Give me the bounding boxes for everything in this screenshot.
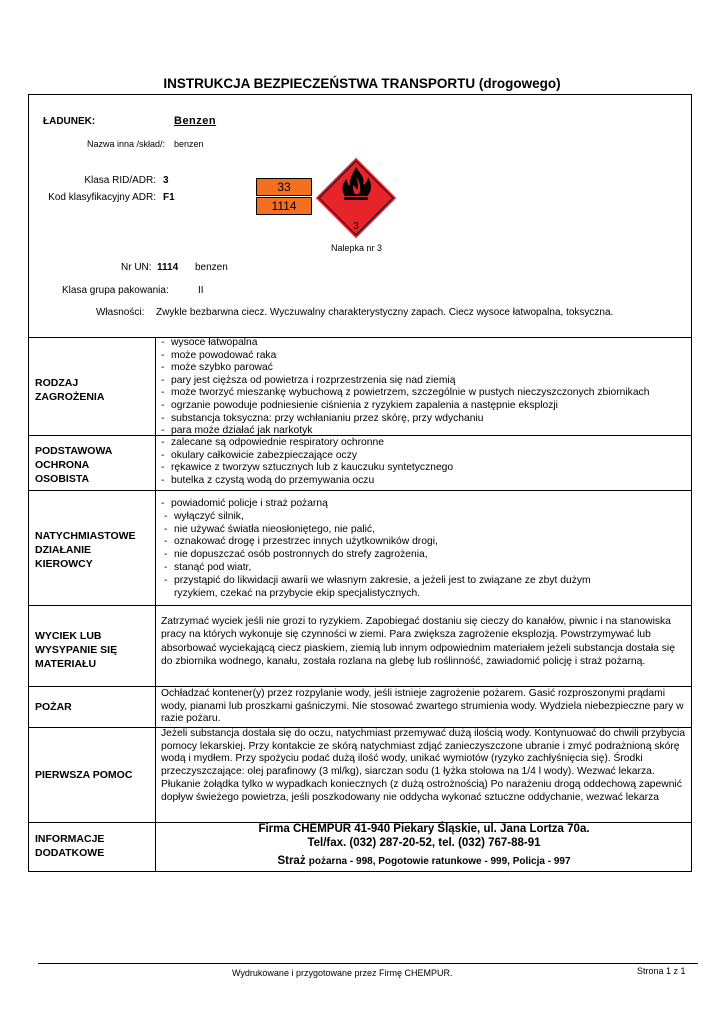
emergency-fire-word: Straż (277, 855, 306, 867)
firstaid-text: Jeżeli substancja dostała się do oczu, natychmiast przemywać dużą ilością wody. Kontynuować do chwili przybycia pomocy lekarskiej. Przy kontakcie ze skórą natychmiast zdjąć zanieczyszczone ubranie i zmyć podrażnioną skórę wodą i mydłem. Przy spożyciu podać dużą ilość wody, unikać wymiotów (ryzyko zachłyśnięcia się). Środki przeczyszczające: olej parafinowy (3 ml/kg), siarczan sodu (1 łyżka stołowa na 1/4 l wody). Wezwać lekarza. Płukanie żołądka tylko w wypadkach koniecznych (z dużą ostrożnością) Po narażeniu drogą oddechową zapewnić dopływ świeżego powietrza, jeśli poszkodowany nie oddycha wykonać sztuczne oddychanie, wezwać lekarza (161, 728, 686, 803)
list-item: - może szybko parować (161, 362, 686, 375)
list-item: - powiadomić policje i straż pożarną (161, 498, 686, 511)
list-item: - para może działać jak narkotyk (161, 425, 686, 438)
list-item: - wysoce łatwopalna (161, 337, 686, 350)
firstaid-label: PIERWSZA POMOC (35, 769, 133, 781)
packing-label: Klasa grupa pakowania: (62, 285, 169, 296)
hazards-list (161, 337, 686, 438)
footer-divider (38, 963, 698, 964)
orange-plate-top: 33 (256, 178, 312, 196)
company-address: Firma CHEMPUR 41-940 Piekary Śląskie, ul. Jana Lortza 70a. (258, 823, 590, 835)
rid-adr-value: 3 (163, 175, 169, 186)
list-item: - nie używać światła nieosłoniętego, nie palić, (164, 524, 686, 537)
other-name-value: benzen (174, 139, 204, 149)
label-caption: Nalepka nr 3 (331, 243, 383, 253)
driver-list (161, 498, 686, 600)
list-item: - może tworzyć mieszankę wybuchową z powietrzem, szczególnie w pustych nieczyszczonych zbiornikach (161, 387, 686, 400)
company-phone: Tel/fax. (032) 287-20-52, tel. (032) 767-88-91 (307, 837, 541, 849)
company-info (156, 822, 692, 869)
properties-label: Własności: (96, 307, 145, 318)
packing-value: II (198, 285, 204, 296)
emergency-numbers: pożarna - 998, Pogotowie ratunkowe - 999, Policja - 997 (308, 856, 571, 867)
cargo-label: ŁADUNEK: (43, 116, 96, 127)
fire-text: Ochładzać kontener(y) przez rozpylanie wody, jeśli istnieje zagrożenie pożarem. Gasić rozproszonymi prądami wody, pianami lub proszkami gaśniczymi. Nie stosować zwartego strumienia wody. Wydziela niebezpieczne pary w razie pożaru. (161, 688, 684, 725)
rid-adr-label: Klasa RID/ADR: (84, 175, 156, 186)
list-item: - zalecane są odpowiednie respiratory ochronne (161, 437, 686, 450)
list-item: - pary jest cięższa od powietrza i rozprzestrzenia się nad ziemią (161, 375, 686, 388)
list-item: ryzykiem, czekać na przybycie ekip specjalistycznych. (174, 587, 421, 599)
list-item: - przystąpić do likwidacji awarii we własnym zakresie, a jeżeli jest to związane ze zbyt dużym (164, 575, 686, 588)
cargo-value: Benzen (174, 115, 217, 127)
un-value: 1114 (157, 262, 179, 273)
footer-printed: Wydrukowane i przygotowane przez Firmę CHEMPUR. (232, 968, 453, 978)
classcode-label: Kod klasyfikacyjny ADR: (48, 192, 156, 203)
spill-label: WYCIEK LUB WYSYPANIE SIĘ MATERIAŁU (35, 630, 118, 670)
footer-page-number: Strona 1 z 1 (637, 966, 686, 976)
list-item: - stanąć pod wiatr, (164, 562, 686, 575)
list-item: - rękawice z tworzyw sztucznych lub z kauczuku syntetycznego (161, 462, 686, 475)
un-label: Nr UN: (121, 262, 152, 273)
row-divider (29, 686, 691, 687)
protection-label: PODSTAWOWA OCHRONA OSOBISTA (35, 445, 112, 485)
row-divider (29, 490, 691, 491)
orange-plate-bottom: 1114 (256, 197, 312, 215)
hazards-label: RODZAJ ZAGROŻENIA (35, 377, 105, 403)
list-item: - butelka z czystą wodą do przemywania oczu (161, 475, 686, 488)
other-name-label: Nazwa inna /skład/: (87, 139, 166, 149)
list-item: - substancja toksyczna: przy wchłanianiu przez skórę, przy wdychaniu (161, 413, 686, 426)
row-divider (29, 605, 691, 606)
document-frame (28, 94, 692, 872)
classcode-value: F1 (163, 192, 175, 203)
list-item: - może powodować raka (161, 350, 686, 363)
info-label: INFORMACJE DODATKOWE (35, 833, 105, 859)
diamond-class-number: 3 (353, 221, 359, 232)
un-name: benzen (195, 262, 228, 273)
page-title: INSTRUKCJA BEZPIECZEŃSTWA TRANSPORTU (drogowego) (163, 76, 561, 91)
column-divider (155, 337, 156, 871)
flammable-diamond-icon (313, 155, 399, 241)
spill-text: Zatrzymać wyciek jeśli nie grozi to ryzykiem. Zapobiegać dostaniu się cieczy do kanałów, piwnic i na stanowiska pracy na których wykonuje się czynności w ziemi. Para zwiększa zagrożenie eksplozją. Powstrzymywać lub absorbować wyciekającą ciecz piaskiem, ziemią lub innym odpowiednim materiałem jeżeli substancja dostała się do zbiornika wodnego, kanału, została rozlana na glebę lub roślinność, zawiadomić policję i straż pożarną. (161, 616, 675, 667)
properties-value: Zwykle bezbarwna ciecz. Wyczuwalny charakterystyczny zapach. Ciecz wysoce łatwopalna, toksyczna. (156, 307, 614, 318)
protection-list (161, 437, 686, 487)
list-item: - oznakować drogę i przestrzec innych użytkowników drogi, (164, 536, 686, 549)
list-item: - nie dopuszczać osób postronnych do strefy zagrożenia, (164, 549, 686, 562)
list-item: - ogrzanie powoduje podniesienie ciśnienia z ryzykiem zapalenia a następnie eksplozji (161, 400, 686, 413)
fire-label: POŻAR (35, 701, 72, 713)
driver-label: NATYCHMIASTOWE DZIAŁANIE KIEROWCY (35, 530, 136, 570)
list-item: - wyłączyć silnik, (164, 511, 686, 524)
list-item: - okulary całkowicie zabezpieczające oczy (161, 450, 686, 463)
